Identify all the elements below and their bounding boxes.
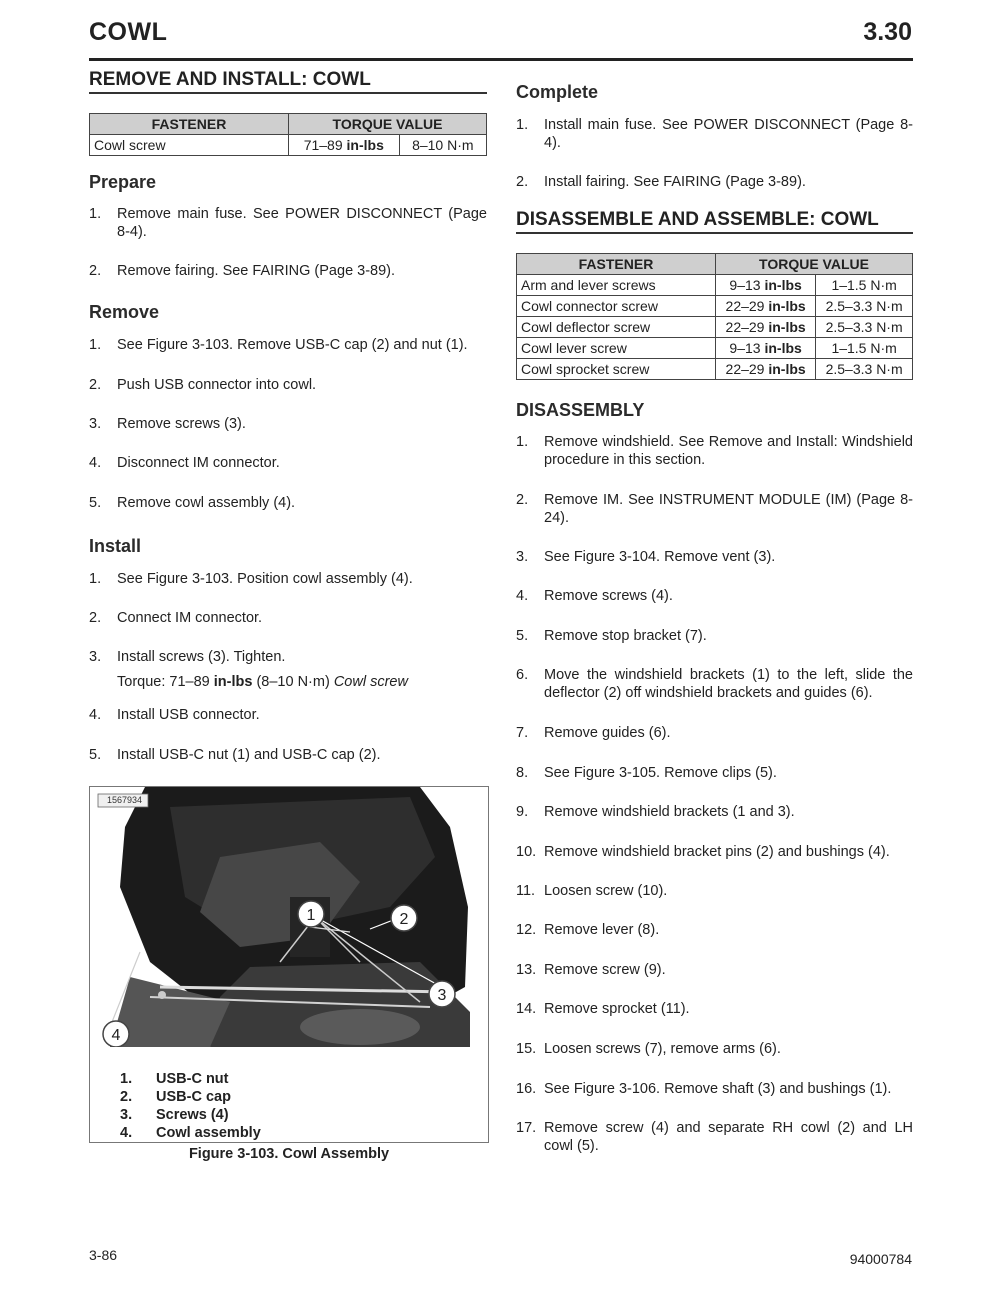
step-text: Loosen screws (7), remove arms (6).	[544, 1041, 781, 1057]
torque-note-unit: in-lbs	[213, 674, 253, 690]
step-number: 12.	[516, 922, 537, 938]
torque-inlbs-cell	[716, 359, 816, 380]
fastener-cell: Cowl connector screw	[517, 296, 716, 317]
callout-label: 4	[111, 1027, 121, 1044]
list-item	[516, 803, 913, 821]
figure-caption: Figure 3-103. Cowl Assembly	[188, 1146, 390, 1162]
step-text: Remove sprocket (11).	[544, 1001, 690, 1017]
section-title-disassemble-assemble: DISASSEMBLE AND ASSEMBLE: COWL	[516, 209, 913, 234]
table-row	[517, 275, 913, 296]
disassembly-steps	[516, 433, 913, 1163]
inlbs-value: 22–29	[725, 298, 769, 314]
legend-item	[120, 1070, 261, 1088]
step-number: 11.	[516, 883, 536, 899]
inlbs-value: 71–89	[303, 137, 347, 153]
step-number: 2.	[89, 377, 102, 393]
figure-image-id: 1567934	[107, 795, 143, 805]
list-item	[516, 724, 913, 742]
step-text: Remove fairing. See FAIRING (Page 3-89).	[117, 263, 396, 279]
list-item	[89, 262, 487, 280]
table-row	[517, 317, 913, 338]
torque-nm-cell: 8–10 N·m	[399, 135, 486, 156]
step-text: Disconnect IM connector.	[117, 455, 280, 471]
callout-1	[298, 901, 324, 927]
step-text: See Figure 3-103. Position cowl assembly (4).	[117, 571, 413, 587]
heading-remove: Remove	[89, 302, 160, 322]
legend-label: USB-C cap	[156, 1089, 231, 1105]
heading-disassembly: DISASSEMBLY	[516, 400, 645, 420]
step-text: Remove IM. See INSTRUMENT MODULE (IM) (Page 8-24).	[544, 492, 913, 526]
step-text: See Figure 3-104. Remove vent (3).	[544, 549, 776, 565]
figure-cowl-assembly	[89, 786, 489, 1143]
list-item	[89, 609, 487, 627]
step-number: 5.	[89, 747, 102, 763]
torque-note	[117, 673, 487, 691]
list-item	[89, 454, 487, 472]
step-number: 1.	[516, 434, 529, 450]
callout-label: 2	[399, 911, 409, 928]
list-item	[516, 921, 913, 939]
step-text: Remove screw (9).	[544, 962, 666, 978]
step-text: Install main fuse. See POWER DISCONNECT (Page 8-4).	[544, 117, 913, 151]
torque-nm-cell: 2.5–3.3 N·m	[816, 317, 913, 338]
table-row	[517, 359, 913, 380]
list-item	[89, 494, 487, 512]
step-number: 13.	[516, 962, 537, 978]
inlbs-unit: in-lbs	[768, 361, 806, 377]
list-item	[516, 1000, 913, 1018]
col-header-fastener: FASTENER	[517, 254, 716, 275]
torque-nm-cell: 1–1.5 N·m	[816, 275, 913, 296]
torque-note-fastener: Cowl screw	[333, 674, 408, 690]
list-item	[516, 961, 913, 979]
step-number: 1.	[89, 337, 102, 353]
list-item	[516, 1040, 913, 1058]
list-item	[516, 627, 913, 645]
step-number: 7.	[516, 725, 529, 741]
step-text: Connect IM connector.	[117, 610, 263, 626]
torque-inlbs-cell	[716, 317, 816, 338]
list-item	[89, 706, 487, 724]
step-text: Remove lever (8).	[544, 922, 660, 938]
step-text: Remove screws (4).	[544, 588, 673, 604]
list-item	[89, 376, 487, 394]
inlbs-unit: in-lbs	[764, 277, 802, 293]
step-text: Install fairing. See FAIRING (Page 3-89).	[544, 174, 806, 190]
heading-prepare: Prepare	[89, 172, 157, 192]
list-item	[516, 116, 913, 152]
remove-steps	[89, 336, 487, 516]
legend-number: 1.	[120, 1071, 133, 1087]
step-text: See Figure 3-103. Remove USB-C cap (2) and nut (1).	[117, 337, 468, 353]
legend-label: Screws (4)	[156, 1107, 229, 1123]
list-item	[516, 491, 913, 527]
legend-label: Cowl assembly	[156, 1125, 261, 1141]
step-text: See Figure 3-105. Remove clips (5).	[544, 765, 777, 781]
step-number: 17.	[516, 1120, 537, 1136]
cowl-assembly-illustration	[90, 787, 488, 1047]
inlbs-unit: in-lbs	[768, 298, 806, 314]
legend-number: 2.	[120, 1089, 133, 1105]
step-text: Remove windshield. See Remove and Install: Windshield procedure in this section.	[544, 434, 913, 468]
list-item	[89, 746, 487, 764]
step-number: 9.	[516, 804, 529, 820]
step-text: Remove windshield brackets (1 and 3).	[544, 804, 795, 820]
inlbs-value: 22–29	[725, 319, 769, 335]
callout-3	[429, 981, 455, 1007]
callout-4	[103, 1021, 129, 1047]
step-number: 2.	[89, 610, 102, 626]
torque-table-remove-install	[89, 113, 487, 156]
fastener-cell: Cowl screw	[90, 135, 289, 156]
fastener-cell: Arm and lever screws	[517, 275, 716, 296]
list-item	[516, 1080, 913, 1098]
figure-legend	[120, 1070, 261, 1142]
list-item	[89, 648, 487, 691]
step-text: Install USB connector.	[117, 707, 260, 723]
inlbs-unit: in-lbs	[346, 137, 384, 153]
header-rule	[89, 58, 913, 61]
list-item	[89, 415, 487, 433]
heading-install: Install	[89, 536, 142, 556]
legend-number: 3.	[120, 1107, 133, 1123]
torque-nm-cell: 2.5–3.3 N·m	[816, 296, 913, 317]
step-number: 2.	[516, 174, 529, 190]
step-number: 4.	[89, 707, 102, 723]
section-title-remove-install: REMOVE AND INSTALL: COWL	[89, 69, 487, 94]
list-item	[89, 336, 487, 354]
fastener-cell: Cowl deflector screw	[517, 317, 716, 338]
step-number: 10.	[516, 844, 537, 860]
step-text: Remove cowl assembly (4).	[117, 495, 296, 511]
page-header-title: COWL	[89, 18, 168, 46]
list-item	[516, 1119, 913, 1155]
step-text: Install screws (3). Tighten.	[117, 649, 286, 665]
callout-2	[391, 905, 417, 931]
heading-complete: Complete	[516, 82, 599, 102]
torque-table-disassemble	[516, 253, 913, 380]
col-header-torque: TORQUE VALUE	[289, 114, 487, 135]
step-text: Remove main fuse. See POWER DISCONNECT (Page 8-4).	[117, 206, 487, 240]
torque-nm-cell: 1–1.5 N·m	[816, 338, 913, 359]
inlbs-value: 9–13	[729, 340, 765, 356]
step-number: 1.	[89, 571, 102, 587]
step-number: 5.	[516, 628, 529, 644]
inlbs-value: 22–29	[725, 361, 769, 377]
list-item	[89, 570, 487, 588]
prepare-steps	[89, 205, 487, 285]
torque-nm-cell: 2.5–3.3 N·m	[816, 359, 913, 380]
complete-steps	[516, 116, 913, 196]
step-text: Remove guides (6).	[544, 725, 671, 741]
section-number: 3.30	[863, 18, 912, 46]
inlbs-unit: in-lbs	[764, 340, 802, 356]
step-number: 15.	[516, 1041, 537, 1057]
cowl-assembly-photo	[90, 787, 488, 1047]
step-text: Move the windshield brackets (1) to the left, slide the deflector (2) off windshield brackets and guides (6).	[544, 667, 913, 701]
torque-inlbs-cell	[289, 135, 400, 156]
table-row	[517, 338, 913, 359]
step-number: 8.	[516, 765, 529, 781]
step-text: Remove stop bracket (7).	[544, 628, 707, 644]
step-text: Push USB connector into cowl.	[117, 377, 317, 393]
step-number: 16.	[516, 1081, 537, 1097]
callout-label: 3	[437, 987, 447, 1004]
torque-inlbs-cell	[716, 275, 816, 296]
step-number: 14.	[516, 1001, 537, 1017]
legend-number: 4.	[120, 1125, 133, 1141]
list-item	[516, 764, 913, 782]
install-steps	[89, 570, 487, 766]
col-header-fastener: FASTENER	[90, 114, 289, 135]
step-number: 1.	[516, 117, 529, 133]
table-row	[517, 296, 913, 317]
step-number: 1.	[89, 206, 102, 222]
step-number: 2.	[89, 263, 102, 279]
list-item	[516, 548, 913, 566]
legend-item	[120, 1106, 261, 1124]
callout-label: 1	[306, 907, 316, 924]
step-text: Remove screws (3).	[117, 416, 246, 432]
fastener-cell: Cowl lever screw	[517, 338, 716, 359]
step-number: 3.	[89, 649, 102, 665]
inlbs-unit: in-lbs	[768, 319, 806, 335]
list-item	[516, 173, 913, 191]
legend-item	[120, 1124, 261, 1142]
list-item	[516, 433, 913, 469]
fastener-cell: Cowl sprocket screw	[517, 359, 716, 380]
step-text: Remove screw (4) and separate RH cowl (2) and LH cowl (5).	[544, 1120, 913, 1154]
step-number: 3.	[89, 416, 102, 432]
list-item	[516, 843, 913, 861]
torque-note-prefix: Torque: 71–89	[117, 674, 214, 690]
step-number: 6.	[516, 667, 529, 683]
page-number: 3-86	[89, 1247, 118, 1263]
col-header-torque: TORQUE VALUE	[716, 254, 913, 275]
legend-item	[120, 1088, 261, 1106]
step-text: Install USB-C nut (1) and USB-C cap (2).	[117, 747, 381, 763]
list-item	[516, 882, 913, 900]
torque-inlbs-cell	[716, 338, 816, 359]
step-text: See Figure 3-106. Remove shaft (3) and bushings (1).	[544, 1081, 892, 1097]
torque-note-mid: (8–10 N·m)	[252, 674, 334, 690]
step-number: 3.	[516, 549, 529, 565]
inlbs-value: 9–13	[729, 277, 765, 293]
legend-label: USB-C nut	[156, 1071, 229, 1087]
torque-inlbs-cell	[716, 296, 816, 317]
list-item	[516, 666, 913, 702]
document-number: 94000784	[849, 1251, 912, 1267]
step-text: Loosen screw (10).	[544, 883, 668, 899]
step-number: 5.	[89, 495, 102, 511]
step-text: Remove windshield bracket pins (2) and bushings (4).	[544, 844, 890, 860]
step-number: 2.	[516, 492, 529, 508]
step-number: 4.	[516, 588, 529, 604]
list-item	[516, 587, 913, 605]
step-number: 4.	[89, 455, 102, 471]
table-row	[90, 135, 487, 156]
list-item	[89, 205, 487, 241]
